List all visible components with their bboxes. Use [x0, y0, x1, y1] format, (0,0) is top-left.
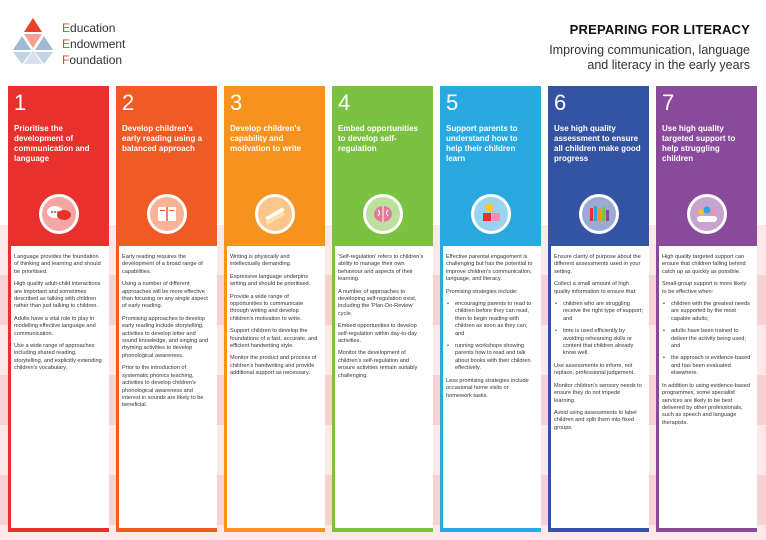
recommendation-title: Develop children's early reading using a balanced approach	[122, 124, 203, 153]
blocks-icon	[471, 194, 511, 234]
speech-bubbles-icon	[39, 194, 79, 234]
column-header	[8, 86, 109, 246]
recommendation-number: 5	[446, 90, 459, 115]
list-item: • the approach is evidence-based and has been evaluated elsewhere.	[662, 355, 751, 377]
recommendation-title: Embed opportunities to develop self-regulation	[338, 124, 418, 153]
list-item: • encouraging parents to read to children before they can read, then to begin reading with children as soon as they can; and	[446, 301, 535, 338]
eef-logo-icon	[12, 18, 54, 64]
recommendation-title: Use high quality assessment to ensure all children make good progress	[554, 124, 641, 163]
recommendation-column-3	[224, 86, 325, 532]
recommendation-number: 1	[14, 90, 27, 115]
books-icon	[579, 194, 619, 234]
list-item: • children who are struggling receive the right type of support; and	[554, 301, 643, 323]
recommendation-number: 2	[122, 90, 135, 115]
column-body: Writing is physically and intellectually demanding. Expressive language underpins writing and should be prioritised. Provide a wide range of opportunities to communicate through writing and develop children's motivation to write. Support children to develop the foundations of a fast, accurate, and efficient handwriting style. Monitor the product and process of children's handwriting and provide additional support as necessary.	[230, 254, 318, 377]
recommendation-number: 4	[338, 90, 351, 115]
column-header	[548, 86, 649, 246]
column-body: High quality targeted support can ensure that children falling behind catch up as quickly as possible. Small-group support is more likely to be effective when: • children with the greatest needs are supported by the most capable adults; • adults have been trained to deliver the activity being used; and • the approach is evidence-based and has been evaluated elsewhere. In addition to using evidence-based programmes, some specialist services are likely to be best delivered by other professionals, such as speech and language therapists.	[656, 246, 757, 438]
brain-icon	[363, 194, 403, 234]
column-body: Ensure clarity of purpose about the different assessments used in your setting. Collect a small amount of high quality information to ensure that: • children who are struggling receive the right type of support; and • time is used efficiently by avoiding rehearsing skills or content that children already know well. Use assessments to inform, not replace, professional judgement. Monitor children's sensory needs to ensure they do not impede learning. Avoid using assessments to label children and split them into fixed groups.	[548, 246, 649, 443]
recommendation-column-4	[332, 86, 433, 532]
book-icon	[147, 194, 187, 234]
column-header	[116, 86, 217, 246]
recommendation-column-1	[8, 86, 109, 532]
column-body: Early reading requires the development of a broad range of capabilities. Using a number of different approaches will be more effective than focusing on any single aspect of early reading. Promising approaches to develop early reading include storytelling, activities to develop letter and sound knowledge, and singing and rhyming activities to develop phonological awareness. Prior to the introduction of systematic phonics teaching, activities to develop children's phonological awareness and interest in sounds are likely to be beneficial.	[122, 254, 209, 409]
page-subtitle: Improving communication, language and literacy in the early years	[549, 43, 750, 72]
column-header	[440, 86, 541, 246]
recommendation-column-7	[656, 86, 757, 532]
group-icon	[687, 194, 727, 234]
list-item: • time is used efficiently by avoiding rehearsing skills or content that children already know well.	[554, 328, 643, 358]
list-item: • children with the greatest needs are supported by the most capable adults;	[662, 301, 751, 323]
column-body: Language provides the foundation of thinking and learning and should be prioritised. High quality adult-child interactions are important and sometimes described as talking with children rather than just talking to children. Adults have a vital role to play in modelling effective language and communication. Use a wide range of approaches including shared reading, storytelling, and explicitly extending children's vocabulary.	[14, 254, 102, 372]
column-body: Effective parental engagement is challenging but has the potential to improve children's communication, language, and literacy. Promising strategies include: • encouraging parents to read to children before they can read, then to begin reading with children as soon as they can; and • running workshops showing parents how to read and talk about books with their children effectively. Less promising strategies include occasional home visits or homework tasks.	[440, 246, 541, 411]
recommendation-title: Prioritise the development of communication and language	[14, 124, 90, 163]
recommendation-title: Use high quality targeted support to help struggling children	[662, 124, 736, 163]
column-header	[224, 86, 325, 246]
column-body: 'Self-regulation' refers to children's ability to manage their own behaviour and aspects of their learning. A number of approaches to developing self-regulation exist, including the 'Plan-Do-Review' cycle. Embed opportunities to develop self-regulation within day-to-day activities. Monitor the development of children's self-regulation and ensure activities remain suitably challenging.	[338, 254, 424, 379]
organisation-name: Education Endowment Foundation	[62, 21, 126, 67]
recommendation-number: 3	[230, 90, 243, 115]
recommendation-column-2	[116, 86, 217, 532]
recommendation-title: Support parents to understand how to help their children learn	[446, 124, 518, 163]
page-header	[549, 22, 750, 73]
list-item: • adults have been trained to deliver the activity being used; and	[662, 328, 751, 350]
recommendation-number: 6	[554, 90, 567, 115]
recommendation-number: 7	[662, 90, 675, 115]
recommendation-column-6	[548, 86, 649, 532]
column-header	[332, 86, 433, 246]
column-header	[656, 86, 757, 246]
page-title: PREPARING FOR LITERACY	[569, 22, 750, 37]
recommendation-title: Develop children's capability and motivation to write	[230, 124, 302, 153]
recommendation-column-5	[440, 86, 541, 532]
list-item: • running workshops showing parents how to read and talk about books with their children effectively.	[446, 343, 535, 373]
pencils-icon	[255, 194, 295, 234]
